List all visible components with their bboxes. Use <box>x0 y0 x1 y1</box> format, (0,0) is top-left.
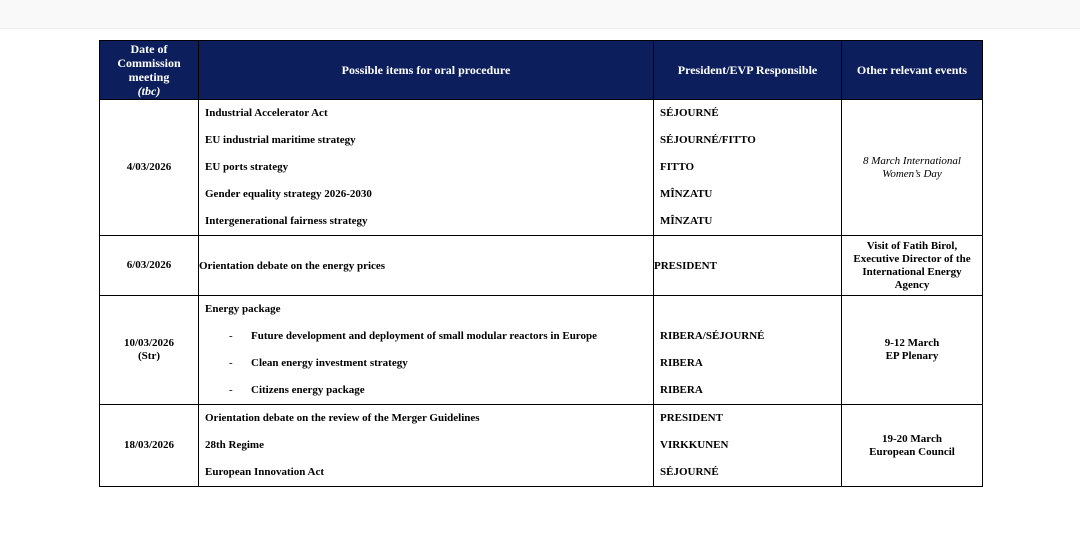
agenda-item: EU industrial maritime strategy <box>205 134 356 146</box>
meeting-date: 4/03/2026 <box>100 100 199 236</box>
event-text: EP Plenary <box>885 350 939 362</box>
meeting-date: 10/03/2026 <box>123 337 175 349</box>
header-date-line1: Date of <box>130 42 168 56</box>
bullet-dash: - <box>229 330 233 342</box>
responsible-name: PRESIDENT <box>654 236 842 296</box>
table-row <box>100 236 983 296</box>
responsible-spacer <box>654 296 841 323</box>
event-text: International Energy <box>862 265 962 278</box>
header-row <box>100 41 983 100</box>
meeting-date: 18/03/2026 <box>100 405 199 487</box>
events-cell <box>842 296 983 405</box>
agenda-item: Orientation debate on the review of the Merger Guidelines <box>205 412 480 424</box>
sub-item-label: Future development and deployment of small modular reactors in Europe <box>251 330 597 342</box>
items-cell <box>199 100 654 236</box>
header-responsible: President/EVP Responsible <box>654 41 842 100</box>
responsible-name: RIBERA/SÉJOURNÉ <box>660 330 765 342</box>
package-title: Energy package <box>205 303 281 315</box>
sub-item <box>199 323 653 350</box>
sub-item-label: Clean energy investment strategy <box>251 357 408 369</box>
responsible-name: PRESIDENT <box>660 412 723 424</box>
responsible-name: MÎNZATU <box>660 215 713 227</box>
responsible-name: SÉJOURNÉ/FITTO <box>660 134 756 146</box>
sub-item-label: Citizens energy package <box>251 384 365 396</box>
meeting-date-note: (Str) <box>138 350 160 362</box>
header-date-line2: Commission <box>117 56 181 70</box>
responsible-name: SÉJOURNÉ <box>660 466 719 478</box>
event-text: European Council <box>869 445 955 458</box>
responsible-name: VIRKKUNEN <box>660 439 729 451</box>
agenda-item: 28th Regime <box>205 439 264 451</box>
header-date <box>100 41 199 100</box>
agenda-item: Orientation debate on the energy prices <box>199 236 654 296</box>
agenda-item: Industrial Accelerator Act <box>205 107 328 119</box>
event-text: Visit of Fatih Birol, <box>866 239 958 252</box>
table-row <box>100 296 983 405</box>
commission-agenda-table <box>99 40 983 487</box>
meeting-date: 6/03/2026 <box>100 236 199 296</box>
event-text: 8 March International <box>863 154 961 167</box>
event-text: Women’s Day <box>882 167 942 180</box>
sub-item <box>199 350 653 377</box>
header-events: Other relevant events <box>842 41 983 100</box>
events-cell <box>842 405 983 487</box>
agenda-item: Intergenerational fairness strategy <box>205 215 368 227</box>
sub-item <box>199 377 653 404</box>
agenda-item: EU ports strategy <box>205 161 289 173</box>
responsible-name: FITTO <box>660 161 695 173</box>
header-items: Possible items for oral procedure <box>199 41 654 100</box>
event-text: Agency <box>894 278 930 291</box>
bullet-dash: - <box>229 357 233 369</box>
event-text: 19-20 March <box>882 432 942 445</box>
agenda-item: European Innovation Act <box>205 466 324 478</box>
agenda-item: Gender equality strategy 2026-2030 <box>205 188 372 200</box>
items-cell <box>199 405 654 487</box>
header-date-line3: meeting <box>128 70 170 84</box>
responsible-cell <box>654 296 842 405</box>
meeting-date-cell <box>100 296 199 405</box>
responsible-name: RIBERA <box>660 384 703 396</box>
items-cell <box>199 296 654 405</box>
responsible-cell <box>654 100 842 236</box>
table-row <box>100 100 983 236</box>
bullet-dash: - <box>229 384 233 396</box>
events-cell <box>842 100 983 236</box>
table-row <box>100 405 983 487</box>
responsible-name: SÉJOURNÉ <box>660 107 719 119</box>
browser-top-bar <box>0 0 1080 29</box>
responsible-name: MÎNZATU <box>660 188 713 200</box>
responsible-cell <box>654 405 842 487</box>
event-text: Executive Director of the <box>853 252 971 265</box>
header-date-tbc: (tbc) <box>137 84 161 98</box>
events-cell <box>842 236 983 296</box>
event-text: 9-12 March <box>884 337 940 349</box>
responsible-name: RIBERA <box>660 357 703 369</box>
